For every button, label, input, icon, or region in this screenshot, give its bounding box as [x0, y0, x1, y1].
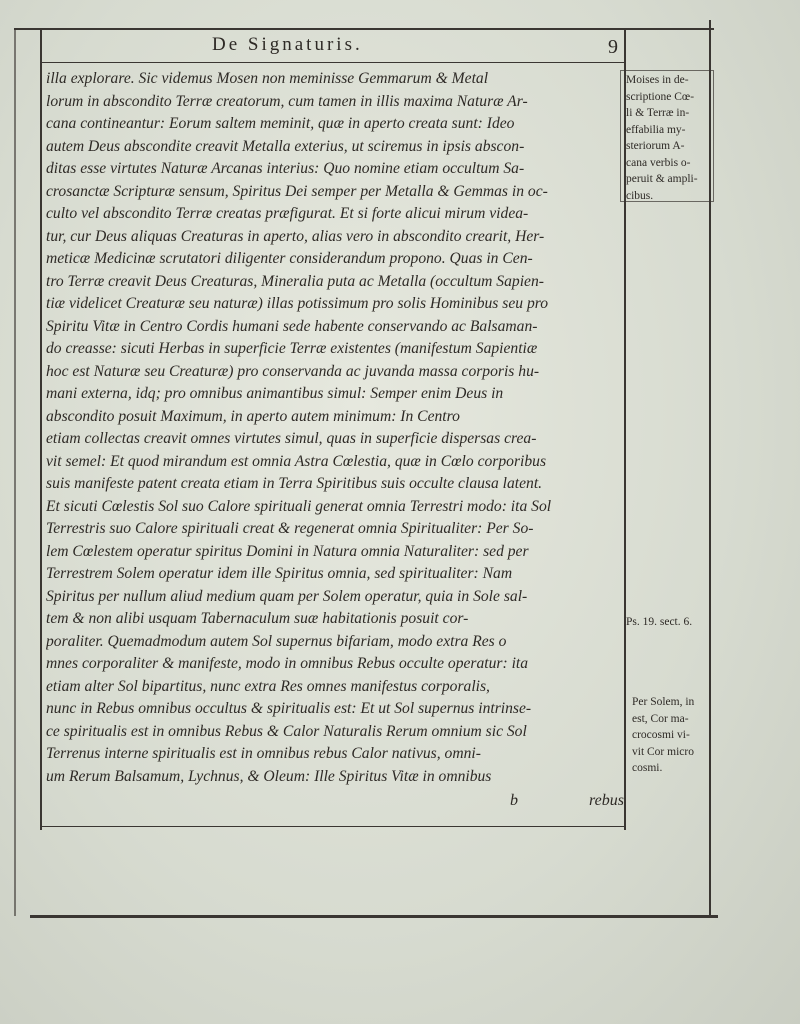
margin-note-line: effabilia my-: [626, 123, 686, 136]
margin-note-line: cibus.: [626, 189, 654, 202]
text-line: nunc in Rebus omnibus occultus & spiritualis est: Et ut Sol supernus intrinse-: [46, 700, 532, 717]
margin-note-line: cana verbis o-: [626, 156, 691, 169]
text-line: Spiritus per nullum aliud medium quam per Solem operatur, quia in Sole sal-: [46, 587, 528, 605]
text-line: illa explorare. Sic videmus Mosen non meminisse Gemmarum & Metal: [46, 70, 489, 87]
text-line: tem & non alibi usquam Tabernaculum suæ habitationis posuit cor-: [46, 610, 469, 627]
margin-note-line: vit Cor micro: [632, 745, 694, 758]
margin-note-line: scriptione Cœ-: [626, 90, 695, 103]
text-line: cana contineantur: Eorum saltem meminit, quæ in aperto creata sunt: Ideo: [46, 115, 515, 132]
text-line: do creasse: sicuti Herbas in superficie Terræ existentes (manifestum Sapientiæ: [46, 340, 538, 357]
text-line: tiæ videlicet Creaturæ seu naturæ) illas potissimum pro solis Hominibus seu pro: [46, 295, 549, 312]
outer-top-rule: [14, 28, 714, 30]
margin-note-line: Ps. 19. sect. 6.: [626, 616, 693, 628]
text-line: abscondito posuit Maximum, in aperto autem minimum: In Centro: [46, 407, 460, 425]
text-block-bottom-rule: [40, 826, 626, 827]
outer-left-rule: [14, 28, 16, 916]
margin-note-moses: [626, 72, 698, 204]
text-line: autem Deus abscondite creavit Metalla exterius, ut sciremus in ipsis abscon-: [46, 137, 525, 155]
margin-note-line: Moises in de-: [626, 74, 689, 86]
text-line: Terrestris suo Calore spirituali creat & regenerat omnia Spiritualiter: Per So-: [46, 520, 534, 537]
catchword: rebus: [589, 792, 624, 809]
margin-note-line: Per Solem, in: [632, 696, 695, 708]
text-line: poraliter. Quemadmodum autem Sol supernus bifariam, modo extra Res o: [46, 632, 507, 650]
text-line: etiam alter Sol bipartitus, nunc extra Res omnes manifestus corporalis,: [46, 677, 490, 695]
text-line: culto vel abscondito Terræ creatas præfigurat. Et si forte alicui mirum videa-: [46, 205, 529, 222]
text-line: crosanctæ Scripturæ sensum, Spiritus Dei semper per Metalla & Gemmas in oc-: [46, 182, 548, 200]
main-text: [46, 68, 626, 788]
margin-note-line: crocosmi vi-: [632, 729, 690, 741]
page-header: [42, 34, 624, 62]
margin-note-line: est, Cor ma-: [632, 712, 689, 725]
margin-note-line: li & Terræ in-: [626, 107, 690, 119]
text-line: mani externa, idq; pro omnibus animantibus simul: Semper enim Deus in: [46, 385, 504, 402]
margin-note-psalm-reference: [626, 614, 692, 631]
margin-note-line: cosmi.: [632, 762, 663, 774]
text-line: Terrenus interne spiritualis est in omnibus rebus Calor nativus, omni-: [46, 745, 481, 762]
outer-bottom-rule: [30, 915, 718, 918]
header-rule: [40, 62, 626, 63]
text-line: lorum in abscondito Terræ creatorum, cum tamen in illis maxima Naturæ Ar-: [46, 92, 528, 110]
text-line: vit semel: Et quod mirandum est omnia Astra Cœlestia, quæ in Cœlo corporibus: [46, 452, 547, 470]
text-line: um Rerum Balsamum, Lychnus, & Oleum: Ille Spiritus Vitæ in omnibus: [46, 767, 492, 785]
text-line: mnes corporaliter & manifeste, modo in omnibus Rebus occulte operatur: ita: [46, 655, 529, 672]
text-line: Et sicuti Cœlestis Sol suo Calore spirituali generat omnia Terrestri modo: ita Sol: [46, 497, 552, 515]
page-footer: [46, 792, 626, 816]
text-column-left-rule: [40, 30, 42, 830]
running-head: De Signaturis.: [212, 34, 363, 55]
text-line: hoc est Naturæ seu Creaturæ) pro conservanda ac juvanda massa corporis hu-: [46, 362, 540, 380]
text-line: tro Terræ creavit Deus Creaturas, Mineralia puta ac Metalla (occultum Sapien-: [46, 272, 544, 290]
text-line: ditas esse virtutes Naturæ Arcanas interius: Quo nomine etiam occultum Sa-: [46, 160, 525, 177]
text-line: suis manifeste patent creata etiam in Terra Spiritibus suis occulte clausa latent.: [46, 475, 543, 492]
text-line: tur, cur Deus aliquas Creaturas in aperto, alias vero in abscondito crearit, Her-: [46, 227, 545, 245]
text-line: Spiritu Vitæ in Centro Cordis humani sede habente conservando ac Balsaman-: [46, 317, 538, 335]
margin-note-line: peruit & ampli-: [626, 173, 698, 185]
margin-note-line: steriorum A-: [626, 140, 685, 152]
signature-mark: b: [510, 792, 518, 809]
text-line: ce spiritualis est in omnibus Rebus & Calor Naturalis Rerum omnium sic Sol: [46, 722, 527, 740]
text-line: meticæ Medicinæ scrutatori diligenter considerandum propono. Quas in Cen-: [46, 250, 533, 267]
text-line: Terrestrem Solem operatur idem ille Spiritus omnia, sed spiritualiter: Nam: [46, 565, 513, 582]
page-number: 9: [608, 36, 618, 58]
text-line: lem Cœlestem operatur spiritus Domini in Natura omnia Naturaliter: sed per: [46, 542, 529, 560]
text-line: etiam collectas creavit omnes virtutes simul, quas in superficie dispersas crea-: [46, 430, 537, 447]
margin-note-sol: [632, 694, 694, 777]
